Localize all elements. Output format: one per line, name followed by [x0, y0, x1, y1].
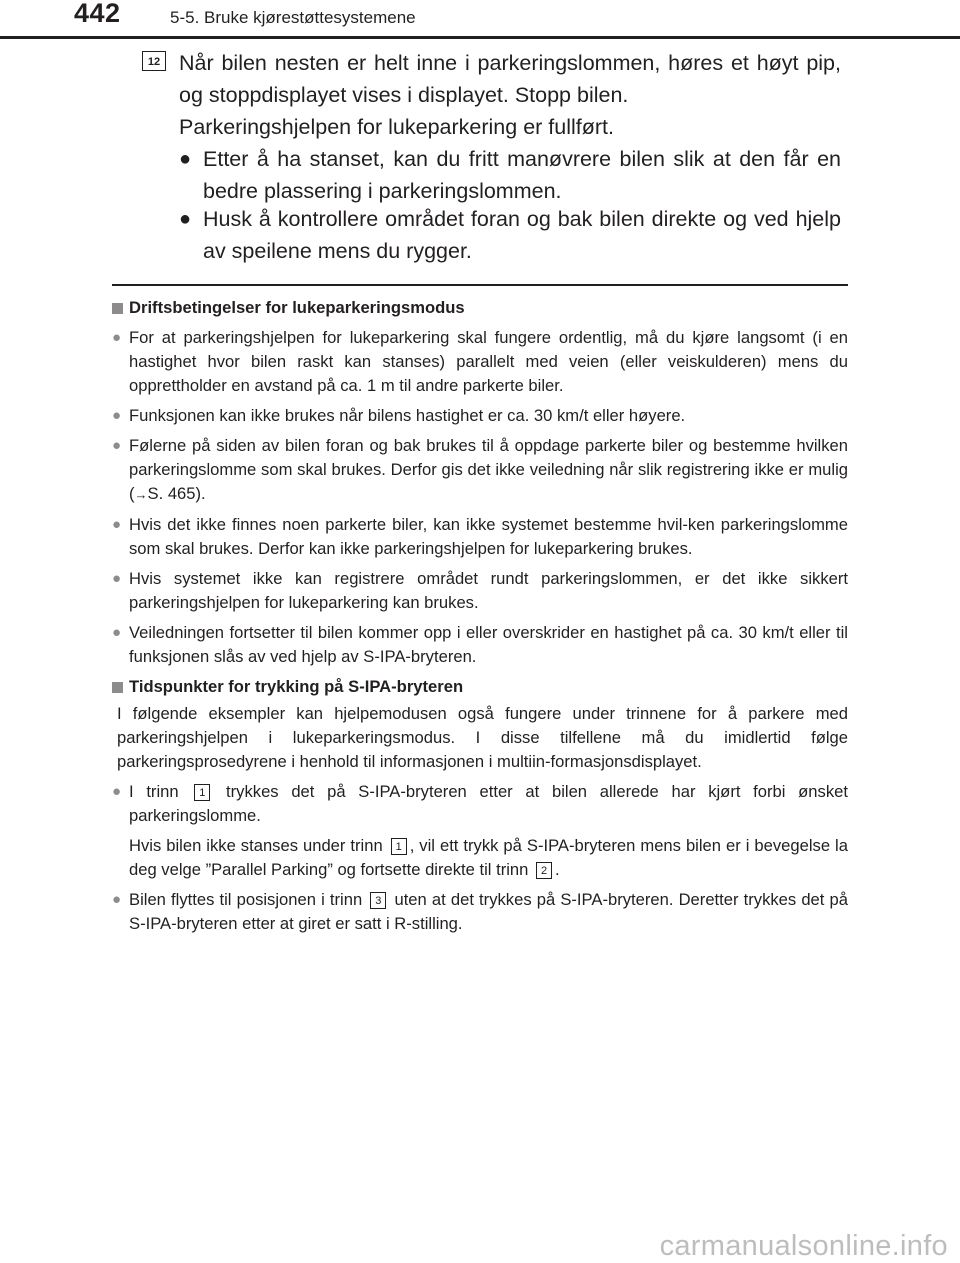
- list-item-text: Bilen flyttes til posisjonen i trinn: [129, 890, 363, 909]
- list-item: [112, 404, 848, 428]
- intro-paragraph: I følgende eksempler kan hjelpemodusen også fungere under trinnene for å parkere med parkeringshjelpen i lukeparkeringsmodus. I disse tilfellene må du imidlertid følge parkeringsprosedyrene i henhold til informasjonen i multiin-formasjonsdisplayet.: [117, 704, 848, 771]
- list-item-text: Hvis det ikke finnes noen parkerte biler, kan ikke systemet bestemme hvil-ken parkeringslomme som skal brukes. Derfor kan ikke parkeringshjelpen for lukeparkering brukes.: [129, 515, 848, 558]
- bullet-dot-icon: ●: [112, 516, 122, 533]
- step-number-badge: 3: [370, 892, 386, 909]
- arrow-right-icon: →: [134, 487, 148, 502]
- square-bullet-icon: [112, 303, 123, 314]
- step-number-badge: 12: [142, 51, 166, 71]
- list-item: [112, 621, 848, 669]
- bullet-dot-icon: ●: [112, 407, 122, 424]
- list-item: [112, 434, 848, 507]
- list-item: [112, 780, 848, 828]
- bullet-dot-icon: ●: [112, 891, 122, 908]
- step-description: [179, 47, 841, 143]
- section-heading-text: Driftsbetingelser for lukeparkeringsmodus: [129, 298, 465, 317]
- sub-text: , vil ett trykk på S-IPA-bryteren mens bilen er i bevegelse la deg velge ”Parallel Parking” og fortsette direkte til trinn: [129, 836, 848, 879]
- bullet-dot-icon: ●: [112, 437, 122, 454]
- list-item-text: uten at det trykkes på S-IPA-bryteren. Deretter trykkes det på S-IPA-bryteren etter at giret er satt i R-stilling.: [129, 890, 848, 933]
- section-divider: [112, 284, 848, 286]
- bullet-dot-icon: ●: [112, 329, 122, 346]
- step-bullet-text: Husk å kontrollere området foran og bak bilen direkte og ved hjelp av speilene mens du rygger.: [203, 207, 841, 263]
- list-item-text: For at parkeringshjelpen for lukeparkering skal fungere ordentlig, må du kjøre langsomt (i en hastighet hvor bilen raskt kan stanses) parallelt med veien (eller veiskulderen) mens du opprettholder en avstand på ca. 1 m til andre parkerte biler.: [129, 328, 848, 395]
- list-item-text: Hvis systemet ikke kan registrere området rundt parkeringslommen, er det ikke sikkert parkeringshjelpen for lukeparkering kan brukes.: [129, 569, 848, 612]
- section-heading: [112, 296, 848, 320]
- list-item-text: Veiledningen fortsetter til bilen kommer opp i eller overskrider en hastighet på ca. 30 km/t eller til funksjonen slås av ved hjelp av S-IPA-bryteren.: [129, 623, 848, 666]
- sub-paragraph: [129, 834, 848, 882]
- notes-block: [112, 293, 848, 936]
- section-heading: [112, 675, 848, 699]
- sub-text: .: [555, 860, 560, 879]
- list-item: [112, 513, 848, 561]
- bullet-dot-icon: ●: [112, 624, 122, 641]
- header-rule: [0, 36, 960, 39]
- list-item-text: I trinn: [129, 782, 179, 801]
- step-number-badge: 1: [194, 784, 210, 801]
- bullet-dot-icon: ●: [179, 208, 192, 230]
- list-item-text: trykkes det på S-IPA-bryteren etter at bilen allerede har kjørt forbi ønsket parkeringslomme.: [129, 782, 848, 825]
- step-bullet: [179, 143, 841, 207]
- step-bullet-text: Etter å ha stanset, kan du fritt manøvrere bilen slik at den får en bedre plassering i parkeringslommen.: [203, 147, 841, 203]
- bullet-dot-icon: ●: [179, 148, 192, 170]
- square-bullet-icon: [112, 682, 123, 693]
- watermark: carmanualsonline.info: [659, 1230, 948, 1262]
- bullet-dot-icon: ●: [112, 570, 122, 587]
- step-line: Når bilen nesten er helt inne i parkeringslommen, høres et høyt pip, og stoppdisplayet vises i displayet. Stopp bilen.: [179, 51, 841, 107]
- list-item: [112, 326, 848, 398]
- section-title: 5-5. Bruke kjørestøttesystemene: [170, 8, 416, 27]
- section-heading-text: Tidspunkter for trykking på S-IPA-bryteren: [129, 677, 464, 696]
- bullet-dot-icon: ●: [112, 783, 122, 800]
- list-item-text: Følerne på siden av bilen foran og bak brukes til å oppdage parkerte biler og bestemme hvilken parkeringslomme som skal brukes. Derfor gis det ikke veiledning når slik registrering ikke er mulig (: [129, 436, 848, 503]
- sub-text: Hvis bilen ikke stanses under trinn: [129, 836, 383, 855]
- list-item-text: Funksjonen kan ikke brukes når bilens hastighet er ca. 30 km/t eller høyere.: [129, 406, 686, 425]
- step-bullet: [179, 203, 841, 267]
- list-item: [112, 567, 848, 615]
- step-number-badge: 1: [391, 838, 407, 855]
- step-line: Parkeringshjelpen for lukeparkering er fullført.: [179, 115, 614, 139]
- step-number-badge: 2: [536, 862, 552, 879]
- page-number: 442: [74, 0, 121, 28]
- page-reference: S. 465).: [147, 484, 206, 503]
- list-item: [112, 888, 848, 936]
- page-header: [0, 0, 960, 44]
